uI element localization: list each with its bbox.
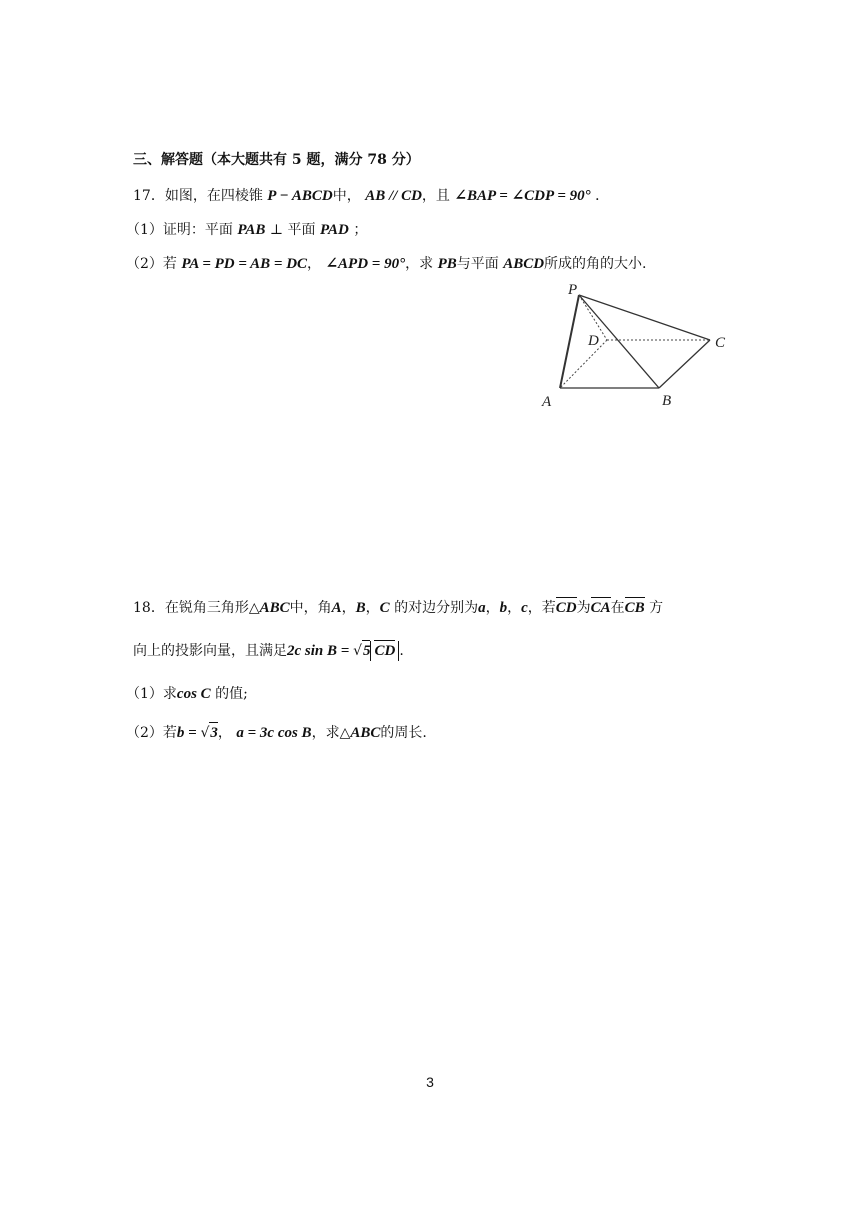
vector-cd: CD [555, 600, 577, 616]
q18-part1: （1）求cos C 的值; [126, 686, 248, 702]
label-a: A [542, 394, 552, 410]
label-d: D [588, 333, 599, 349]
section-heading: 三、解答题（本大题共有 5 题，满分 78 分） [133, 152, 420, 168]
label-p: P [568, 282, 578, 298]
q18-stem-line1: 18．在锐角三角形△ABC中，角A，B，C 的对边分别为a，b，c，若CD为CA在CB 方 [133, 600, 664, 616]
edge-da [560, 340, 607, 388]
q17-part2: （2）若 PA = PD = AB = DC， ∠APD = 90°，求 PB与平面 ABCD所成的角的大小. [126, 256, 647, 272]
page-number: 3 [426, 1074, 434, 1090]
label-b: B [662, 393, 672, 409]
label-c: C [715, 335, 726, 351]
q18-stem-line2: 向上的投影向量，且满足2c sin B = √5 CD . [133, 640, 404, 661]
vector-cb: CB [624, 600, 645, 616]
q18-part2: （2）若b = √3， a = 3c cos B，求△ABC的周长. [126, 722, 427, 743]
q17-stem: 17．如图，在四棱锥 P − ABCD中， AB // CD，且 ∠BAP = ∠CDP = 90° ． [133, 188, 610, 204]
edge-bc [659, 340, 710, 388]
q17-part1: （1）证明：平面 PAB ⊥ 平面 PAD ； [126, 222, 368, 238]
edge-pa [560, 295, 579, 388]
vector-cd-abs: CD [374, 643, 396, 659]
pyramid-figure [535, 280, 735, 415]
vector-ca: CA [590, 600, 611, 616]
